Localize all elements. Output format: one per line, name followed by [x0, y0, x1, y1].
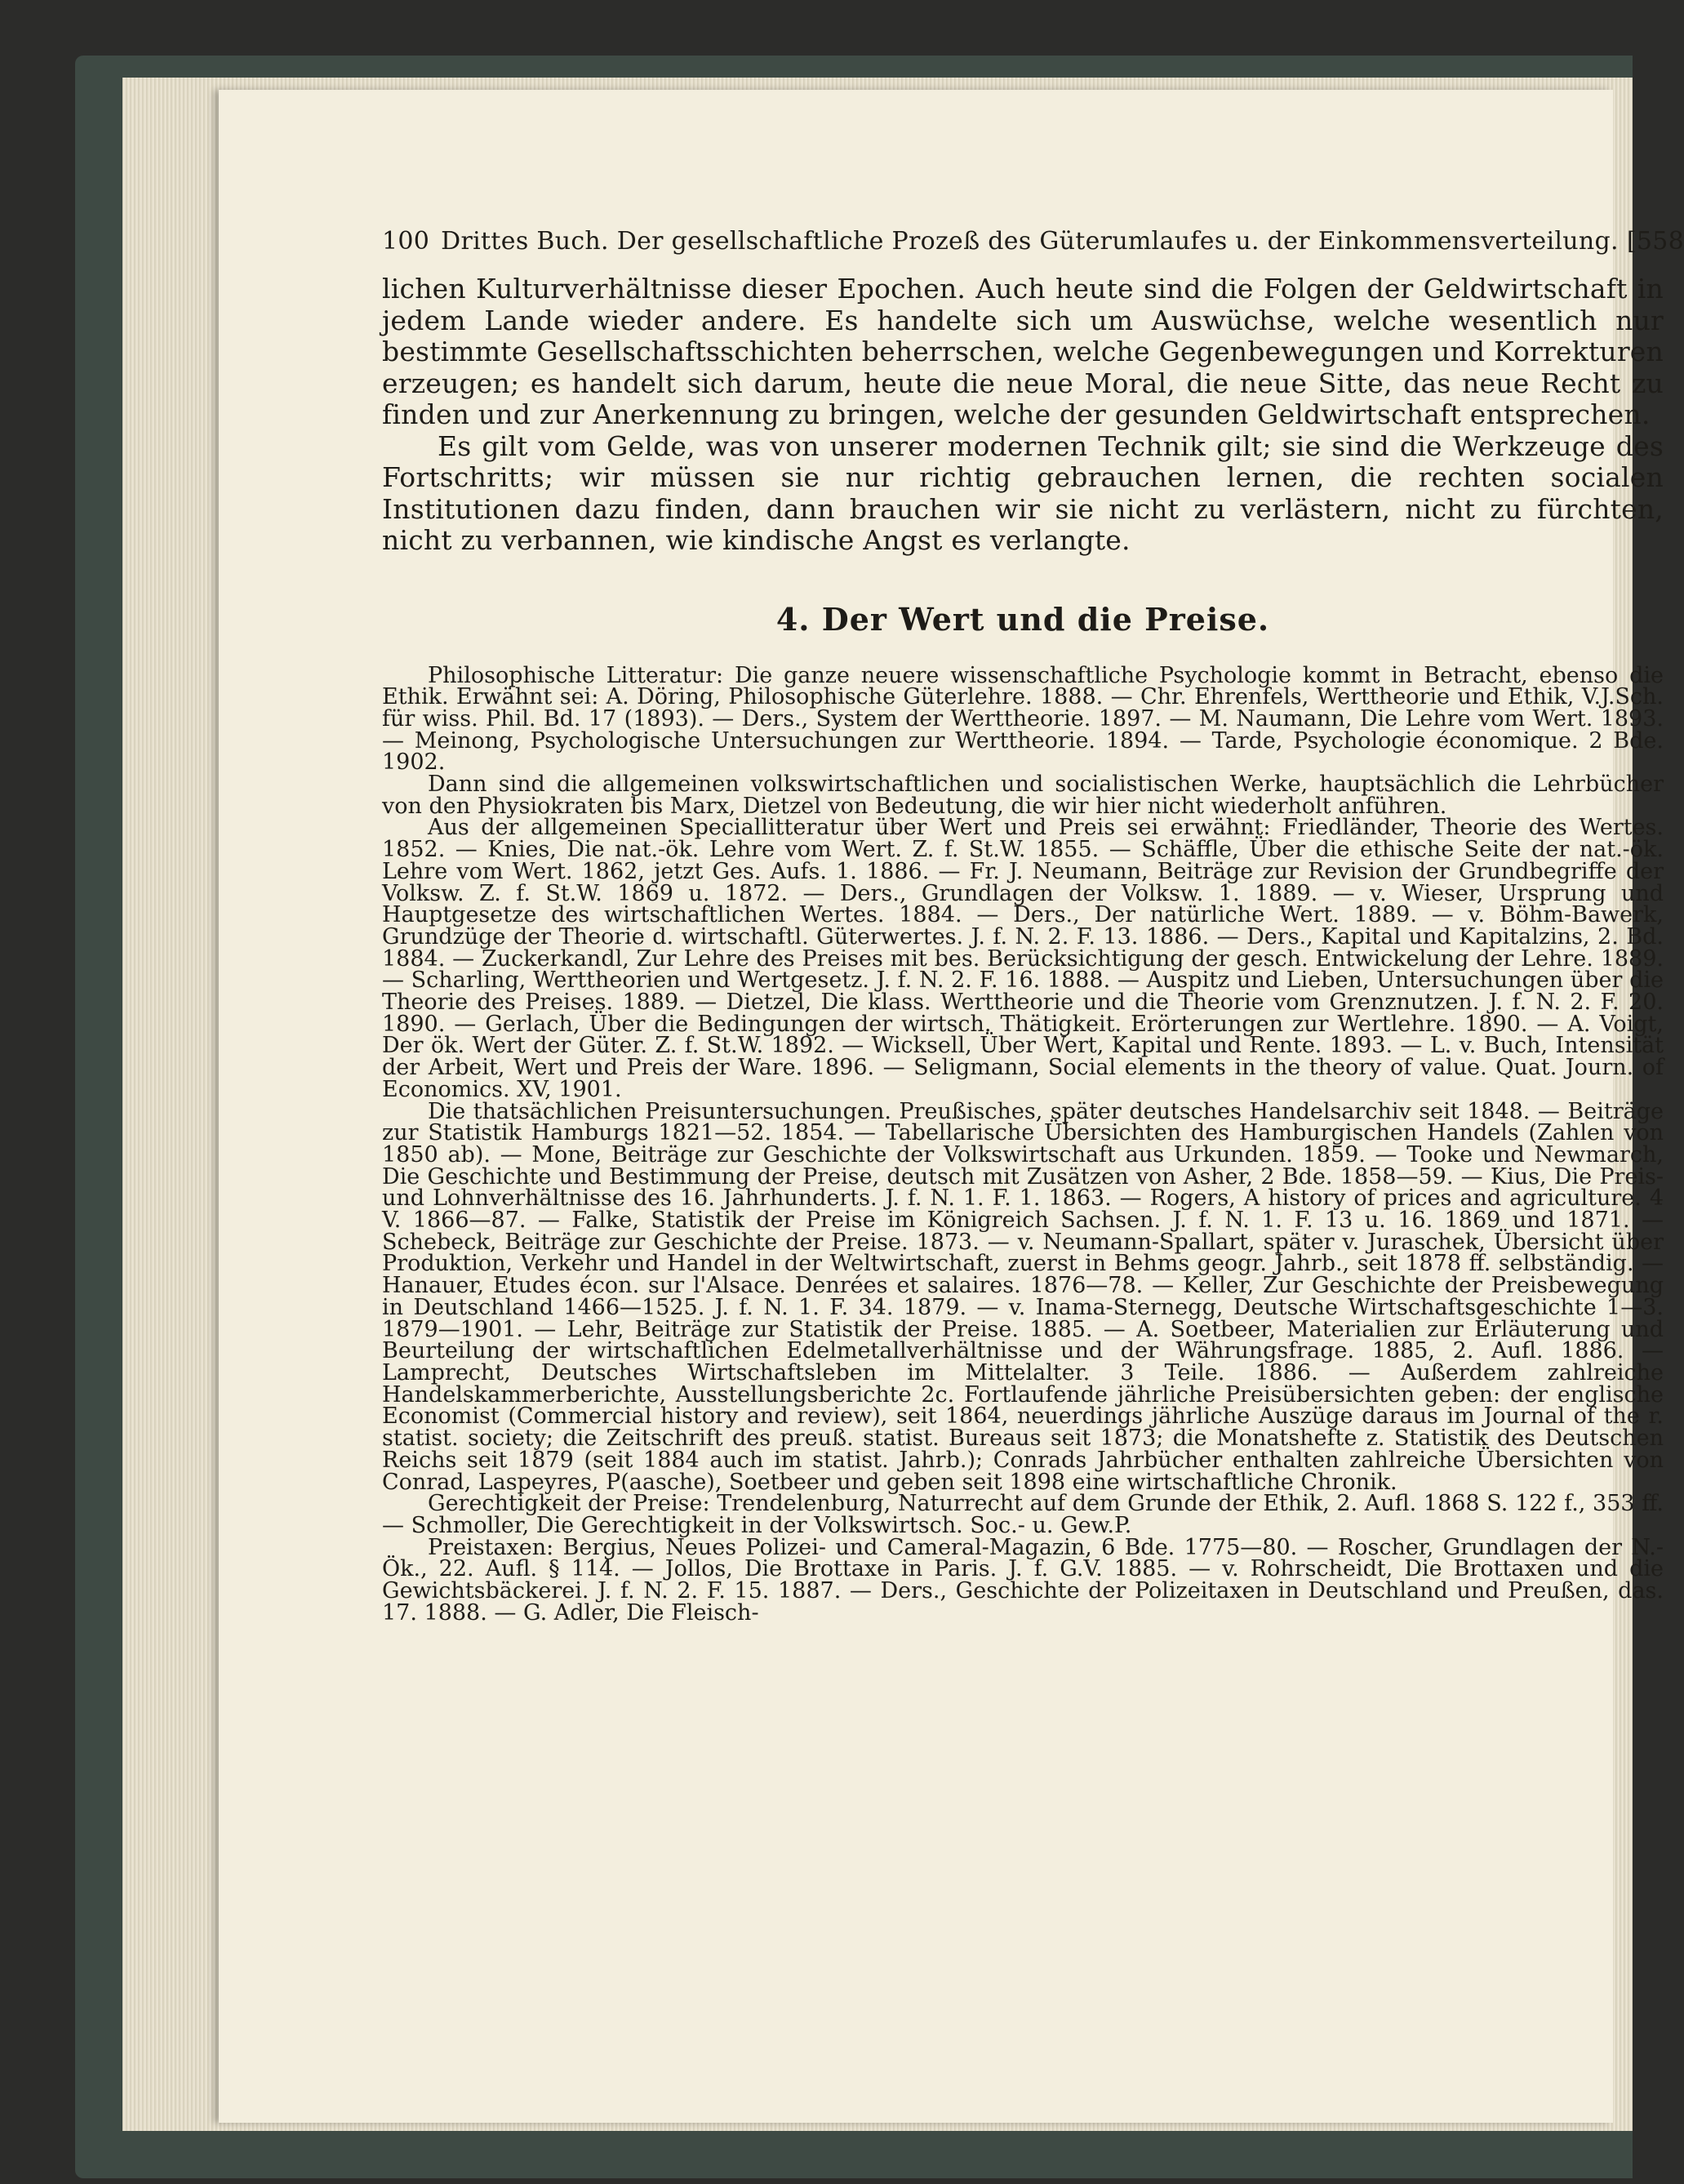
body-text: [382, 274, 1664, 1624]
page-reference: [558: [1626, 227, 1684, 256]
paragraph: Es gilt vom Gelde, was von unserer modernen Technik gilt; sie sind die Werkzeuge des Fortschritts; wir müssen sie nur richtig gebrauchen lernen, die rechten socialen Institutionen dazu finden, dann brauchen wir sie nicht zu verlästern, nicht zu fürchten, nicht zu verbannen, wie kindische Angst es verlangte.: [382, 429, 1664, 556]
literature-paragraph: Die thatsächlichen Preisuntersuchungen. Preußisches, später deutsches Handelsarchiv seit 1848. — Beiträge zur Statistik Hamburgs 1821—52. 1854. — Tabellarische Übersichten des Hamburgischen Handels (Zahlen von 1850 ab). — Mone, Beiträge zur Geschichte der Volkswirtschaft aus Urkunden. 1859. — Tooke und Newmarch, Die Geschichte und Bestimmung der Preise, deutsch mit Zusätzen von Asher, 2 Bde. 1858—59. — Kius, Die Preis- und Lohnverhältnisse des 16. Jahrhunderts. J. f. N. 1. F. 1. 1863. — Rogers, A history of prices and agriculture. 4 V. 1866—87. — Falke, Statistik der Preise im Königreich Sachsen. J. f. N. 1. F. 13 u. 16. 1869 und 1871. — Schebeck, Beiträge zur Geschichte der Preise. 1873. — v. Neumann-Spallart, später v. Juraschek, Übersicht über Produktion, Verkehr und Handel in der Weltwirtschaft, zuerst in Behms geogr. Jahrb., seit 1878 ff. selbständig. — Hanauer, Etudes écon. sur l'Alsace. Denrées et salaires. 1876—78. — Keller, Zur Geschichte der Preisbewegung in Deutschland 1466—1525. J. f. N. 1. F. 34. 1879. — v. Inama-Sternegg, Deutsche Wirtschaftsgeschichte 1—3. 1879—1901. — Lehr, Beiträge zur Statistik der Preise. 1885. — A. Soetbeer, Materialien zur Erläuterung und Beurteilung der wirtschaftlichen Edelmetallverhältnisse und der Währungsfrage. 1885, 2. Aufl. 1886. — Lamprecht, Deutsches Wirtschaftsleben im Mittelalter. 3 Teile. 1886. — Außerdem zahlreiche Handelskammerberichte, Ausstellungsberichte 2c. Fortlaufende jährliche Preisübersichten geben: der englische Economist (Commercial history and review), seit 1864, neuerdings jährliche Auszüge daraus im Journal of the r. statist. society; die Zeitschrift des preuß. statist. Bureaus seit 1873; die Monatshefte z. Statistik des Deutschen Reichs seit 1879 (seit 1884 auch im statist. Jahrb.); Conrads Jahrbücher enthalten zahlreiche Übersichten von Conrad, Laspeyres, P(aasche), Soetbeer und geben seit 1898 eine wirtschaftliche Chronik.: [382, 1098, 1664, 1495]
paragraph: lichen Kulturverhältnisse dieser Epochen. Auch heute sind die Folgen der Geldwirtschaft in jedem Lande wieder andere. Es handelte sich um Auswüchse, welche wesentlich nur bestimmte Gesellschaftsschichten beherrschen, welche Gegenbewegungen und Korrekturen erzeugen; es handelt sich darum, heute die neue Moral, die neue Sitte, das neue Recht zu finden und zur Anerkennung zu bringen, welche der gesunden Geldwirtschaft entsprechen.: [382, 273, 1664, 430]
section-heading: 4. Der Wert und die Preise.: [775, 600, 1270, 638]
page-number: 100: [382, 227, 430, 256]
literature-paragraph: Philosophische Litteratur: Die ganze neuere wissenschaftliche Psychologie kommt in Betracht, ebenso die Ethik. Erwähnt sei: A. Döring, Philosophische Güterlehre. 1888. — Chr. Ehrenfels, Werttheorie und Ethik, V.J.Sch. für wiss. Phil. Bd. 17 (1893). — Ders., System der Werttheorie. 1897. — M. Naumann, Die Lehre vom Wert. 1893. — Meinong, Psychologische Untersuchungen zur Werttheorie. 1894. — Tarde, Psychologie économique. 2 Bde. 1902.: [382, 662, 1664, 776]
literature-paragraph: Gerechtigkeit der Preise: Trendelenburg, Naturrecht auf dem Grunde der Ethik, 2. Aufl. 1868 S. 122 f., 353 ff. — Schmoller, Die Gerechtigkeit in der Volkswirtsch. Soc.- u. Gew.P.: [382, 1491, 1664, 1538]
literature-paragraph: Dann sind die allgemeinen volkswirtschaftlichen und socialistischen Werke, hauptsächlich die Lehrbücher von den Physiokraten bis Marx, Dietzel von Bedeutung, die wir hier nicht wiederholt anführen.: [382, 772, 1664, 819]
book-page: [219, 90, 1684, 2123]
running-head: [382, 227, 1684, 256]
literature-paragraph: Aus der allgemeinen Speciallitteratur über Wert und Preis sei erwähnt: Friedländer, Theorie des Wertes. 1852. — Knies, Die nat.-ök. Lehre vom Wert. Z. f. St.W. 1855. — Schäffle, Über die ethische Seite der nat.-ök. Lehre vom Wert. 1862, jetzt Ges. Aufs. 1. 1886. — Fr. J. Neumann, Beiträge zur Revision der Grundbegriffe der Volksw. Z. f. St.W. 1869 u. 1872. — Ders., Grundlagen der Volksw. 1. 1889. — v. Wieser, Ursprung und Hauptgesetze des wirtschaftlichen Wertes. 1884. — Ders., Der natürliche Wert. 1889. — v. Böhm-Bawerk, Grundzüge der Theorie d. wirtschaftl. Güterwertes. J. f. N. 2. F. 13. 1886. — Ders., Kapital und Kapitalzins, 2. Bd. 1884. — Zuckerkandl, Zur Lehre des Preises mit bes. Berücksichtigung der gesch. Entwickelung der Lehre. 1889. — Scharling, Werttheorien und Wertgesetz. J. f. N. 2. F. 16. 1888. — Auspitz und Lieben, Untersuchungen über die Theorie des Preises. 1889. — Dietzel, Die klass. Werttheorie und die Theorie vom Grenznutzen. J. f. N. 2. F. 20. 1890. — Gerlach, Über die Bedingungen der wirtsch. Thätigkeit. Erörterungen zur Wertlehre. 1890. — A. Voigt, Der ök. Wert der Güter. Z. f. St.W. 1892. — Wicksell, Über Wert, Kapital und Rente. 1893. — L. v. Buch, Intensität der Arbeit, Wert und Preis der Ware. 1896. — Seligmann, Social elements in the theory of value. Quat. Journ. of Economics. XV, 1901.: [382, 815, 1664, 1102]
literature-paragraph: Preistaxen: Bergius, Neues Polizei- und Cameral-Magazin, 6 Bde. 1775—80. — Roscher, Grundlagen der N.-Ök., 22. Aufl. § 114. — Jollos, Die Brottaxe in Paris. J. f. G.V. 1885. — v. Rohrscheidt, Die Brottaxen und die Gewichtsbäckerei. J. f. N. 2. F. 15. 1887. — Ders., Geschichte der Polizeitaxen in Deutschland und Preußen, das. 17. 1888. — G. Adler, Die Fleisch-: [382, 1534, 1664, 1626]
running-title: Drittes Buch. Der gesellschaftliche Prozeß des Güterumlaufes u. der Einkommensverteilung.: [441, 227, 1619, 256]
